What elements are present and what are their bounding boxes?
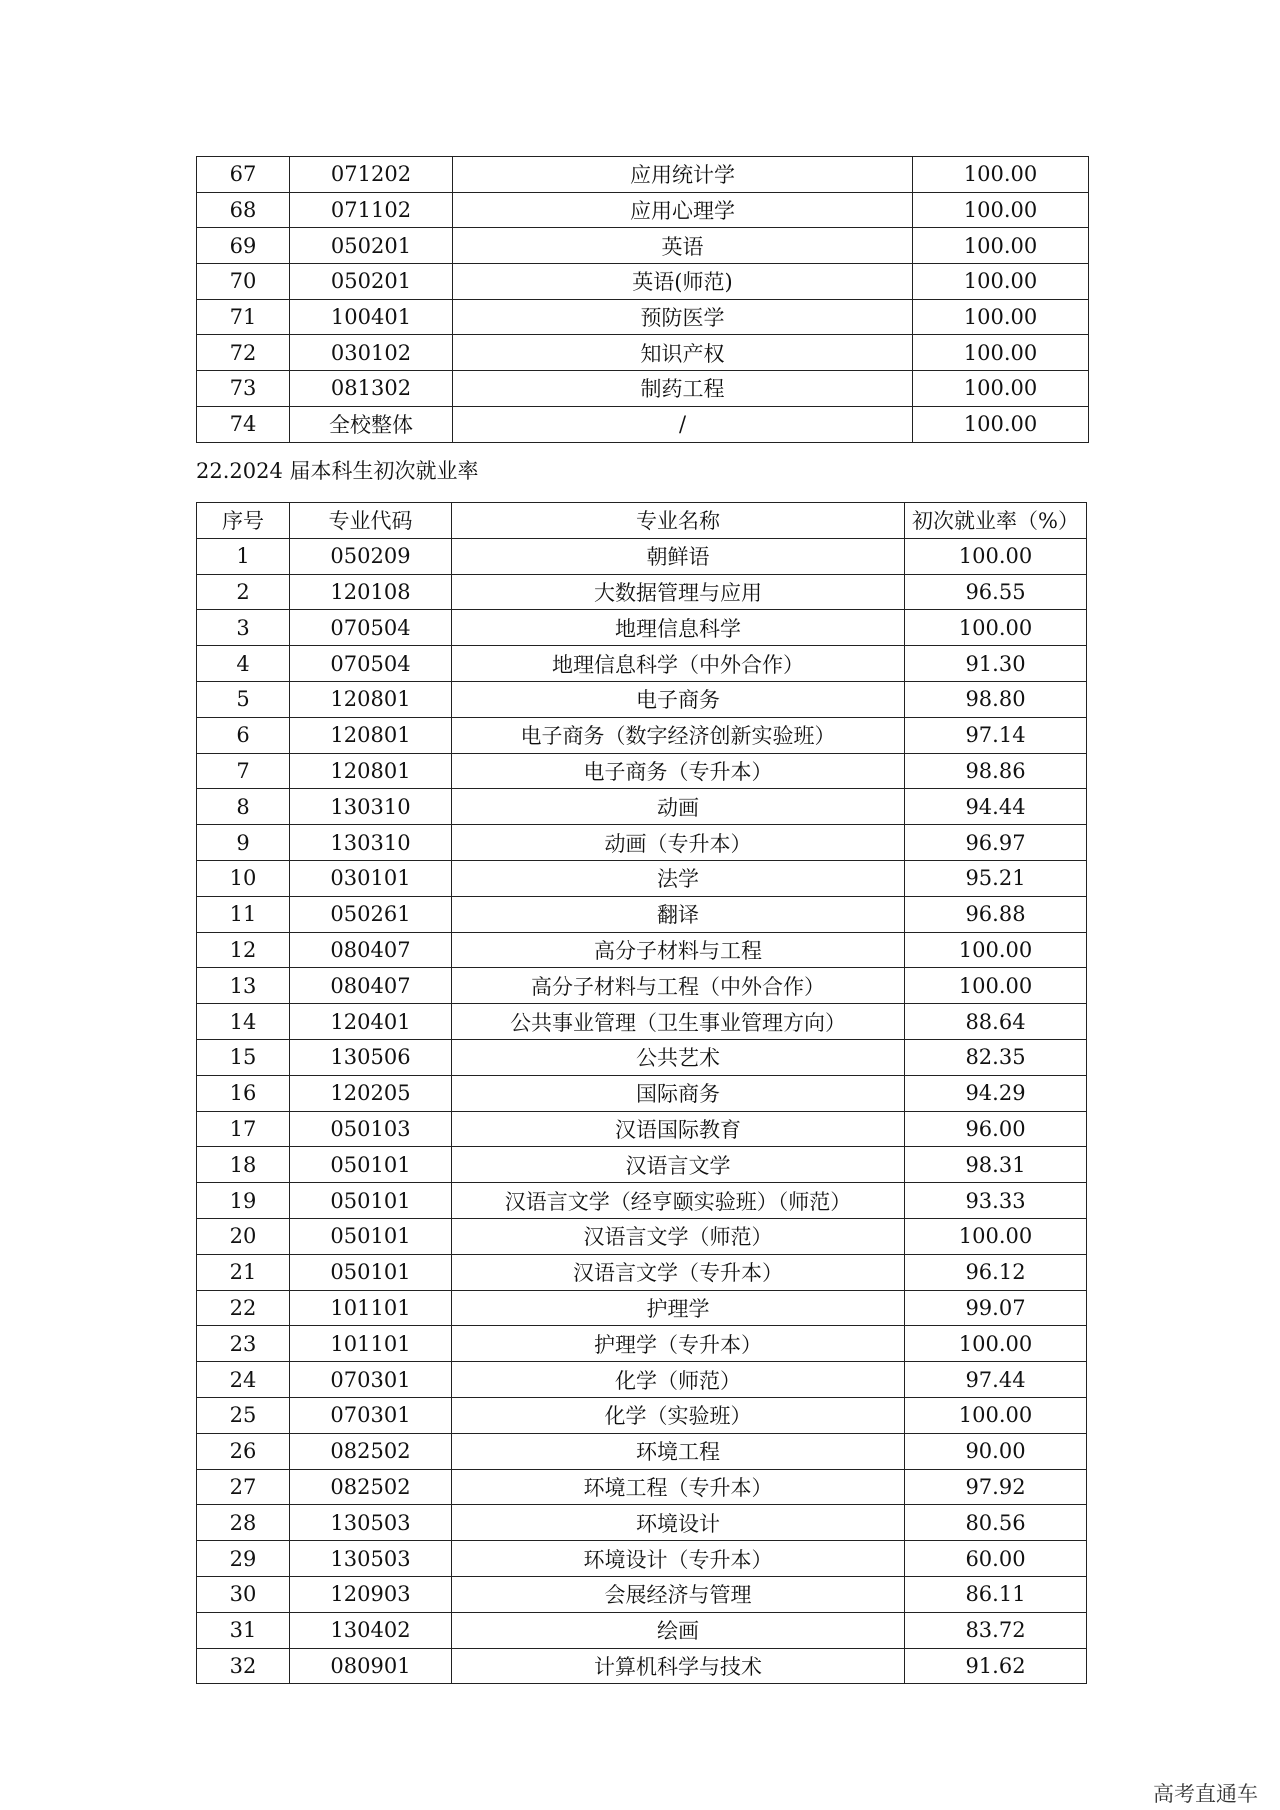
- cell-major-name: 化学（实验班）: [452, 1397, 905, 1433]
- cell-major-code: 130503: [290, 1541, 452, 1577]
- table-row: [197, 1505, 1087, 1541]
- cell-major-code: 030102: [290, 335, 453, 371]
- cell-employment-rate: 100.00: [905, 1397, 1087, 1433]
- table-row: [197, 1362, 1087, 1398]
- cell-index: 18: [197, 1147, 290, 1183]
- cell-index: 69: [197, 228, 290, 264]
- cell-major-name: 环境工程: [452, 1433, 905, 1469]
- cell-major-name: 地理信息科学（中外合作）: [452, 646, 905, 682]
- table-row: [197, 681, 1087, 717]
- cell-employment-rate: 100.00: [913, 299, 1089, 335]
- table-row: [197, 1111, 1087, 1147]
- cell-major-code: 130506: [290, 1039, 452, 1075]
- cell-employment-rate: 97.44: [905, 1362, 1087, 1398]
- cell-index: 28: [197, 1505, 290, 1541]
- table-row: [197, 299, 1089, 335]
- cell-employment-rate: 100.00: [913, 157, 1089, 193]
- section-heading: 22.2024 届本科生初次就业率: [196, 459, 479, 483]
- cell-index: 30: [197, 1576, 290, 1612]
- cell-employment-rate: 98.86: [905, 753, 1087, 789]
- table-row: [197, 1004, 1087, 1040]
- cell-major-code: 120801: [290, 717, 452, 753]
- cell-major-name: 法学: [452, 860, 905, 896]
- cell-index: 24: [197, 1362, 290, 1398]
- cell-major-name: 公共艺术: [452, 1039, 905, 1075]
- cell-major-name: 绘画: [452, 1612, 905, 1648]
- cell-employment-rate: 60.00: [905, 1541, 1087, 1577]
- cell-major-code: 120401: [290, 1004, 452, 1040]
- cell-major-name: 化学（师范）: [452, 1362, 905, 1398]
- cell-major-name: 会展经济与管理: [452, 1576, 905, 1612]
- cell-index: 26: [197, 1433, 290, 1469]
- cell-major-name: 制药工程: [453, 371, 913, 407]
- table-row: [197, 1147, 1087, 1183]
- table-row: [197, 335, 1089, 371]
- cell-major-code: 071102: [290, 192, 453, 228]
- cell-index: 6: [197, 717, 290, 753]
- cell-employment-rate: 82.35: [905, 1039, 1087, 1075]
- cell-employment-rate: 98.80: [905, 681, 1087, 717]
- table-row: [197, 1039, 1087, 1075]
- table-row: [197, 406, 1089, 442]
- cell-major-name: 汉语国际教育: [452, 1111, 905, 1147]
- cell-major-name: 高分子材料与工程: [452, 932, 905, 968]
- cell-major-name: 环境工程（专升本）: [452, 1469, 905, 1505]
- cell-index: 70: [197, 264, 290, 300]
- table-row: [197, 1433, 1087, 1469]
- table-row: [197, 1290, 1087, 1326]
- cell-major-name: 应用心理学: [453, 192, 913, 228]
- cell-major-name: 公共事业管理（卫生事业管理方向）: [452, 1004, 905, 1040]
- cell-major-code: 130402: [290, 1612, 452, 1648]
- cell-employment-rate: 97.92: [905, 1469, 1087, 1505]
- cell-major-code: 030101: [290, 860, 452, 896]
- cell-index: 71: [197, 299, 290, 335]
- cell-index: 5: [197, 681, 290, 717]
- cell-major-name: 应用统计学: [453, 157, 913, 193]
- cell-major-code: 050101: [290, 1218, 452, 1254]
- cell-index: 22: [197, 1290, 290, 1326]
- cell-index: 14: [197, 1004, 290, 1040]
- cell-major-name: 动画（专升本）: [452, 825, 905, 861]
- cell-employment-rate: 95.21: [905, 860, 1087, 896]
- table-header-row: [197, 503, 1087, 539]
- cell-employment-rate: 96.12: [905, 1254, 1087, 1290]
- cell-major-name: 环境设计: [452, 1505, 905, 1541]
- cell-employment-rate: 100.00: [905, 610, 1087, 646]
- table-row: [197, 968, 1087, 1004]
- table-row: [197, 1469, 1087, 1505]
- cell-major-code: 101101: [290, 1326, 452, 1362]
- cell-index: 9: [197, 825, 290, 861]
- cell-major-code: 130310: [290, 825, 452, 861]
- cell-major-name: 计算机科学与技术: [452, 1648, 905, 1684]
- table-row: [197, 1648, 1087, 1684]
- cell-employment-rate: 100.00: [913, 371, 1089, 407]
- employment-rate-table: [196, 502, 1087, 1684]
- table-row: [197, 717, 1087, 753]
- cell-major-code: 050201: [290, 228, 453, 264]
- cell-employment-rate: 90.00: [905, 1433, 1087, 1469]
- cell-index: 23: [197, 1326, 290, 1362]
- cell-major-name: 汉语言文学（专升本）: [452, 1254, 905, 1290]
- cell-employment-rate: 100.00: [905, 968, 1087, 1004]
- cell-major-code: 070504: [290, 646, 452, 682]
- cell-index: 17: [197, 1111, 290, 1147]
- table-row: [197, 1254, 1087, 1290]
- cell-index: 1: [197, 538, 290, 574]
- header-index: 序号: [197, 503, 290, 539]
- cell-index: 21: [197, 1254, 290, 1290]
- cell-employment-rate: 91.30: [905, 646, 1087, 682]
- table-row: [197, 574, 1087, 610]
- cell-index: 12: [197, 932, 290, 968]
- cell-major-name: 护理学: [452, 1290, 905, 1326]
- cell-major-code: 130310: [290, 789, 452, 825]
- cell-major-code: 101101: [290, 1290, 452, 1326]
- cell-major-code: 082502: [290, 1433, 452, 1469]
- cell-index: 10: [197, 860, 290, 896]
- cell-major-name: 动画: [452, 789, 905, 825]
- cell-index: 19: [197, 1183, 290, 1219]
- cell-major-name: 预防医学: [453, 299, 913, 335]
- cell-employment-rate: 83.72: [905, 1612, 1087, 1648]
- cell-major-code: 070301: [290, 1397, 452, 1433]
- cell-employment-rate: 100.00: [913, 335, 1089, 371]
- cell-employment-rate: 100.00: [905, 1218, 1087, 1254]
- cell-major-name: 汉语言文学（经亨颐实验班）（师范）: [452, 1183, 905, 1219]
- table-row: [197, 610, 1087, 646]
- cell-major-code: 120205: [290, 1075, 452, 1111]
- cell-major-name: 知识产权: [453, 335, 913, 371]
- cell-index: 31: [197, 1612, 290, 1648]
- table-row: [197, 1541, 1087, 1577]
- cell-major-name: 国际商务: [452, 1075, 905, 1111]
- table-row: [197, 789, 1087, 825]
- cell-index: 8: [197, 789, 290, 825]
- table-row: [197, 646, 1087, 682]
- cell-employment-rate: 91.62: [905, 1648, 1087, 1684]
- header-employment-rate: 初次就业率（%）: [905, 503, 1087, 539]
- table-row: [197, 538, 1087, 574]
- cell-major-code: 050101: [290, 1147, 452, 1183]
- table-row: [197, 157, 1089, 193]
- cell-index: 15: [197, 1039, 290, 1075]
- cell-index: 7: [197, 753, 290, 789]
- cell-major-name: 电子商务: [452, 681, 905, 717]
- cell-major-code: 070301: [290, 1362, 452, 1398]
- cell-major-code: 120903: [290, 1576, 452, 1612]
- cell-major-code: 070504: [290, 610, 452, 646]
- cell-employment-rate: 100.00: [913, 406, 1089, 442]
- cell-employment-rate: 86.11: [905, 1576, 1087, 1612]
- cell-employment-rate: 93.33: [905, 1183, 1087, 1219]
- table-row: [197, 1576, 1087, 1612]
- cell-major-name: 大数据管理与应用: [452, 574, 905, 610]
- table-row: [197, 1183, 1087, 1219]
- cell-employment-rate: 96.88: [905, 896, 1087, 932]
- cell-employment-rate: 100.00: [905, 932, 1087, 968]
- cell-major-code: 082502: [290, 1469, 452, 1505]
- table-row: [197, 1326, 1087, 1362]
- cell-index: 16: [197, 1075, 290, 1111]
- cell-major-name: 护理学（专升本）: [452, 1326, 905, 1362]
- cell-major-code: 080407: [290, 968, 452, 1004]
- cell-major-code: 050209: [290, 538, 452, 574]
- table-row: [197, 371, 1089, 407]
- cell-employment-rate: 100.00: [913, 264, 1089, 300]
- cell-major-code: 050201: [290, 264, 453, 300]
- table-row: [197, 1075, 1087, 1111]
- cell-employment-rate: 94.29: [905, 1075, 1087, 1111]
- cell-major-code: 050103: [290, 1111, 452, 1147]
- table-row: [197, 1612, 1087, 1648]
- cell-major-name: 地理信息科学: [452, 610, 905, 646]
- table-row: [197, 264, 1089, 300]
- cell-major-name: 高分子材料与工程（中外合作）: [452, 968, 905, 1004]
- cell-major-code: 130503: [290, 1505, 452, 1541]
- cell-index: 27: [197, 1469, 290, 1505]
- cell-employment-rate: 100.00: [913, 192, 1089, 228]
- cell-employment-rate: 98.31: [905, 1147, 1087, 1183]
- cell-major-name: 朝鲜语: [452, 538, 905, 574]
- cell-employment-rate: 94.44: [905, 789, 1087, 825]
- table-row: [197, 192, 1089, 228]
- cell-index: 4: [197, 646, 290, 682]
- cell-major-code: 050101: [290, 1254, 452, 1290]
- cell-index: 3: [197, 610, 290, 646]
- cell-major-name: /: [453, 406, 913, 442]
- cell-major-name: 英语(师范): [453, 264, 913, 300]
- cell-employment-rate: 99.07: [905, 1290, 1087, 1326]
- cell-index: 20: [197, 1218, 290, 1254]
- table-row: [197, 1218, 1087, 1254]
- cell-index: 67: [197, 157, 290, 193]
- header-major-name: 专业名称: [452, 503, 905, 539]
- table-row: [197, 932, 1087, 968]
- cell-major-name: 汉语言文学: [452, 1147, 905, 1183]
- cell-major-code: 120108: [290, 574, 452, 610]
- table-row: [197, 228, 1089, 264]
- cell-major-code: 120801: [290, 753, 452, 789]
- continued-employment-table: [196, 156, 1089, 443]
- cell-major-code: 050101: [290, 1183, 452, 1219]
- table-row: [197, 1397, 1087, 1433]
- cell-major-name: 电子商务（数字经济创新实验班）: [452, 717, 905, 753]
- table-row: [197, 825, 1087, 861]
- cell-major-code: 080901: [290, 1648, 452, 1684]
- cell-index: 72: [197, 335, 290, 371]
- cell-employment-rate: 97.14: [905, 717, 1087, 753]
- cell-major-code: 081302: [290, 371, 453, 407]
- cell-index: 13: [197, 968, 290, 1004]
- header-major-code: 专业代码: [290, 503, 452, 539]
- cell-employment-rate: 80.56: [905, 1505, 1087, 1541]
- cell-major-code: 080407: [290, 932, 452, 968]
- cell-index: 32: [197, 1648, 290, 1684]
- cell-major-name: 电子商务（专升本）: [452, 753, 905, 789]
- cell-employment-rate: 96.00: [905, 1111, 1087, 1147]
- cell-major-code: 050261: [290, 896, 452, 932]
- cell-employment-rate: 100.00: [905, 1326, 1087, 1362]
- cell-major-code: 100401: [290, 299, 453, 335]
- cell-employment-rate: 100.00: [913, 228, 1089, 264]
- cell-major-code: 全校整体: [290, 406, 453, 442]
- cell-index: 68: [197, 192, 290, 228]
- cell-employment-rate: 88.64: [905, 1004, 1087, 1040]
- table-row: [197, 860, 1087, 896]
- cell-index: 73: [197, 371, 290, 407]
- cell-index: 11: [197, 896, 290, 932]
- table-row: [197, 896, 1087, 932]
- cell-employment-rate: 96.55: [905, 574, 1087, 610]
- cell-index: 29: [197, 1541, 290, 1577]
- cell-major-name: 翻译: [452, 896, 905, 932]
- cell-major-name: 英语: [453, 228, 913, 264]
- cell-major-code: 120801: [290, 681, 452, 717]
- cell-employment-rate: 100.00: [905, 538, 1087, 574]
- cell-major-name: 环境设计（专升本）: [452, 1541, 905, 1577]
- cell-major-name: 汉语言文学（师范）: [452, 1218, 905, 1254]
- cell-index: 74: [197, 406, 290, 442]
- cell-major-code: 071202: [290, 157, 453, 193]
- table-row: [197, 753, 1087, 789]
- cell-index: 2: [197, 574, 290, 610]
- cell-employment-rate: 96.97: [905, 825, 1087, 861]
- cell-index: 25: [197, 1397, 290, 1433]
- watermark-text: 高考直通车: [1153, 1782, 1258, 1806]
